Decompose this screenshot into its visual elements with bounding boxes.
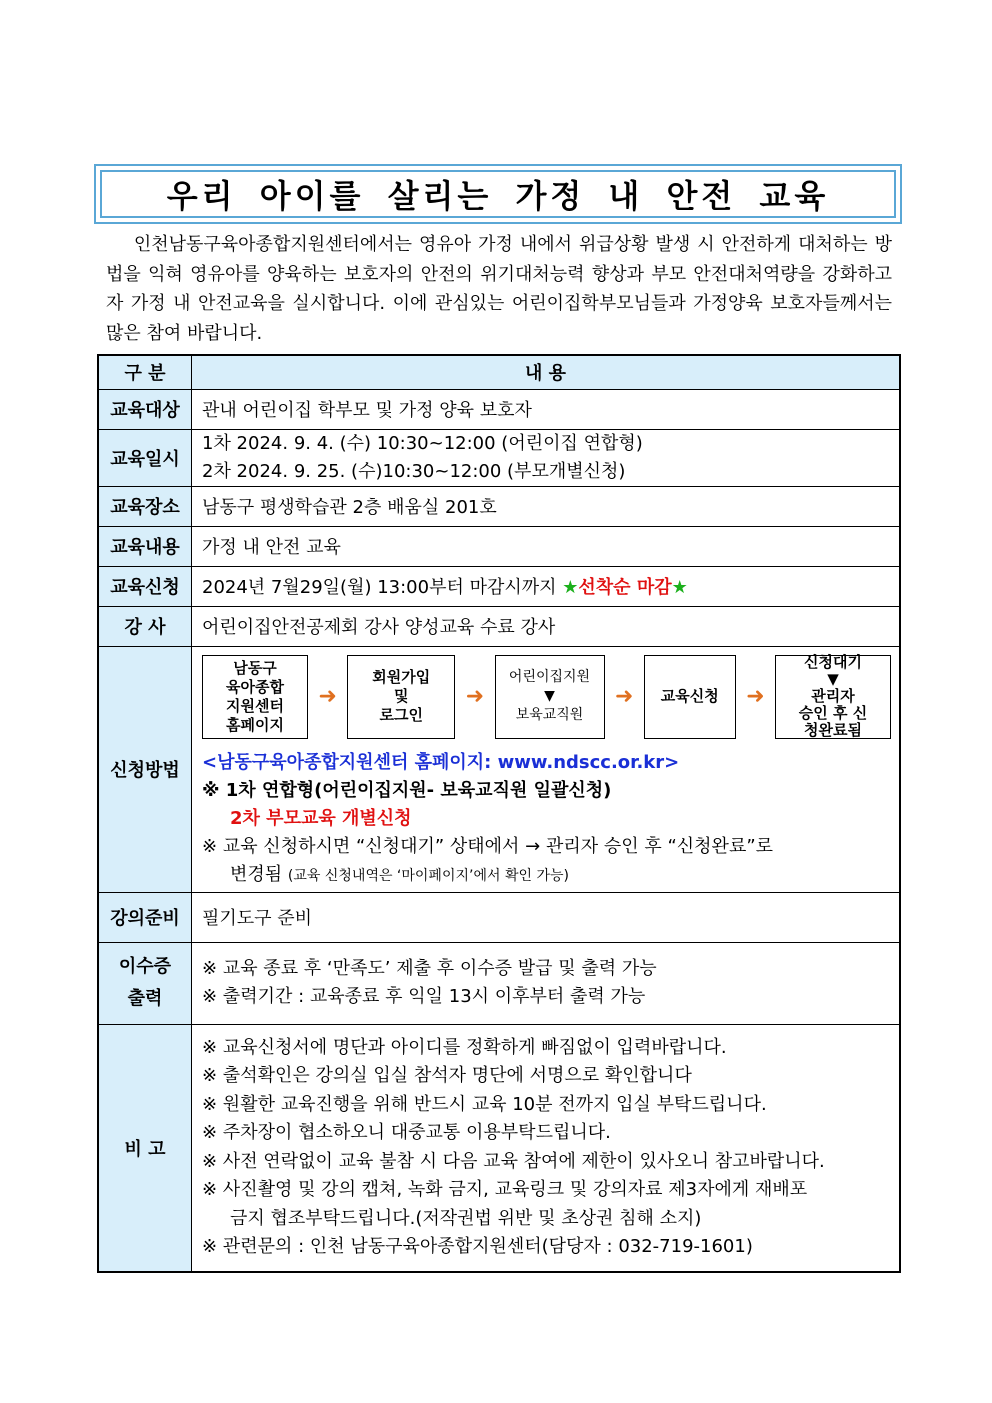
- label-prep: 강의준비: [98, 892, 192, 942]
- remark-line: 금지 협조부탁드립니다.(저작권법 위반 및 초상권 침해 소지): [230, 1207, 702, 1229]
- table-row-schedule: [98, 429, 900, 486]
- table-row-method: [98, 646, 900, 892]
- homepage-link[interactable]: <남동구육아종합지원센터 홈페이지: www.ndscc.or.kr>: [202, 751, 680, 773]
- remark-line: ※ 관련문의 : 인천 남동구육아종합지원센터(담당자 : 032-719-1601): [202, 1236, 753, 1258]
- arrow-right-icon: ➜: [465, 684, 485, 709]
- value-content: 가정 내 안전 교육: [192, 526, 901, 566]
- label-schedule: 교육일시: [98, 429, 192, 486]
- table-row-certificate: [98, 942, 900, 1024]
- remark-line: ※ 원활한 교육진행을 위해 반드시 교육 10분 전까지 입실 부탁드립니다.: [202, 1093, 767, 1115]
- method-note-3: ※ 교육 신청하시면 “신청대기” 상태에서 → 관리자 승인 후 “신청완료”로: [202, 835, 774, 857]
- flow-step-apply: 교육신청: [644, 655, 736, 739]
- label-certificate: 이수증 출력: [98, 942, 192, 1024]
- remark-line: ※ 사전 연락없이 교육 불참 시 다음 교육 참여에 제한이 있사오니 참고바랍니다.: [202, 1150, 825, 1172]
- remark-line: ※ 출석확인은 강의실 입실 참석자 명단에 서명으로 확인합니다: [202, 1065, 692, 1087]
- apply-flow: [202, 651, 891, 739]
- apply-period: 2024년 7월29일(월) 13:00부터 마감시까지: [202, 577, 557, 598]
- label-content: 교육내용: [98, 526, 192, 566]
- label-method: 신청방법: [98, 646, 192, 892]
- intro-paragraph: [106, 230, 892, 348]
- value-lecturer: 어린이집안전공제회 강사 양성교육 수료 강사: [192, 606, 901, 646]
- remark-line: ※ 사진촬영 및 강의 캡쳐, 녹화 금지, 교육링크 및 강의자료 제3자에게 재배포: [202, 1179, 808, 1201]
- schedule-line-2: 2차 2024. 9. 25. (수)10:30~12:00 (부모개별신청): [202, 460, 626, 482]
- page-title: 우리 아이를 살리는 가정 내 안전 교육: [166, 177, 830, 215]
- table-row-place: [98, 486, 900, 526]
- title-inner-border: [100, 170, 896, 218]
- down-triangle-icon: ▼: [544, 688, 555, 704]
- method-note-1: ※ 1차 연합형(어린이집지원- 보육교직원 일괄신청): [202, 779, 612, 801]
- star-icon: ★: [671, 577, 688, 598]
- arrow-right-icon: ➜: [746, 684, 765, 709]
- label-apply: 교육신청: [98, 566, 192, 606]
- flow-step-approval: 신청대기 ▼ 관리자 승인 후 신 청완료됨: [775, 655, 891, 739]
- label-place: 교육장소: [98, 486, 192, 526]
- value-apply: [192, 566, 901, 606]
- schedule-line-1: 1차 2024. 9. 4. (수) 10:30~12:00 (어린이집 연합형): [202, 432, 643, 454]
- value-certificate: [192, 942, 901, 1024]
- title-box: [94, 164, 902, 224]
- flow-step-daycare-support: 어린이집지원 ▼ 보육교직원: [495, 655, 605, 739]
- value-prep: 필기도구 준비: [192, 892, 901, 942]
- method-note-2: 2차 부모교육 개별신청: [230, 807, 412, 829]
- value-target: 관내 어린이집 학부모 및 가정 양육 보호자: [192, 389, 901, 429]
- certificate-line-1: ※ 교육 종료 후 ‘만족도’ 제출 후 이수증 발급 및 출력 가능: [202, 958, 657, 979]
- flow-step-homepage: 남동구 육아종합 지원센터 홈페이지: [202, 655, 308, 739]
- value-remarks: [192, 1024, 901, 1272]
- value-schedule: [192, 429, 901, 486]
- header-content-cell: 내 용: [192, 355, 901, 389]
- down-triangle-icon: ▼: [827, 670, 839, 688]
- table-row-content: [98, 526, 900, 566]
- method-note-4-small: (교육 신청내역은 ‘마이페이지’에서 확인 가능): [287, 867, 569, 884]
- remark-line: ※ 교육신청서에 명단과 아이디를 정확하게 빠짐없이 입력바랍니다.: [202, 1036, 727, 1058]
- arrow-right-icon: ➜: [614, 684, 634, 709]
- arrow-right-icon: ➜: [318, 684, 337, 709]
- info-table: [97, 354, 901, 1273]
- header-label-cell: 구 분: [98, 355, 192, 389]
- first-come-badge: 선착순 마감: [578, 577, 672, 598]
- table-row-target: [98, 389, 900, 429]
- value-place: 남동구 평생학습관 2층 배움실 201호: [192, 486, 901, 526]
- intro-text: 인천남동구육아종합지원센터에서는 영유아 가정 내에서 위급상황 발생 시 안전하게 대처하는 방법을 익혀 영유아를 양육하는 보호자의 안전의 위기대처능력 향상과 부모 안전대처역량을 강화하고자 가정 내 안전교육을 실시합니다. 이에 관심있는 어린이집학부모님들과 가정양육 보호자들께서는 많은 참여 바랍니다.: [106, 234, 892, 344]
- flow-step-signup: 회원가입 및 로그인: [347, 655, 455, 739]
- table-row-remarks: [98, 1024, 900, 1272]
- label-lecturer: 강 사: [98, 606, 192, 646]
- method-note-4: 변경됨 (교육 신청내역은 ‘마이페이지’에서 확인 가능): [230, 863, 569, 885]
- remark-line: ※ 주차장이 협소하오니 대중교통 이용부탁드립니다.: [202, 1122, 611, 1144]
- value-method: [192, 646, 901, 892]
- label-target: 교육대상: [98, 389, 192, 429]
- certificate-line-2: ※ 출력기간 : 교육종료 후 익일 13시 이후부터 출력 가능: [202, 986, 646, 1007]
- star-icon: ★: [562, 577, 579, 598]
- table-row-lecturer: [98, 606, 900, 646]
- label-remarks: 비 고: [98, 1024, 192, 1272]
- table-row-apply: [98, 566, 900, 606]
- table-header-row: [98, 355, 900, 389]
- table-row-prep: [98, 892, 900, 942]
